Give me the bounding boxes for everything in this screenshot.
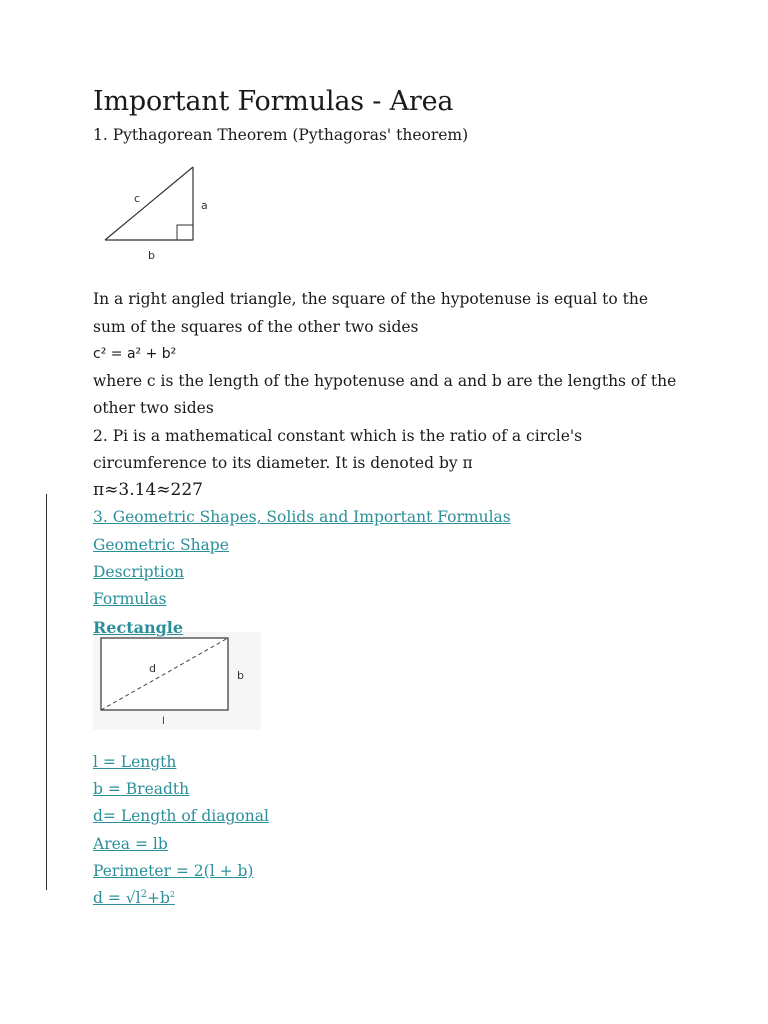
pi-line1: 2. Pi is a mathematical constant which is the ratio of a circle's (93, 426, 583, 445)
breadth-link[interactable]: b = Breadth (93, 780, 190, 799)
rectangle-link[interactable]: Rectangle (93, 617, 184, 637)
para1-line2: sum of the squares of the other two sides (93, 317, 419, 336)
pythagorean-formula: c² = a² + b² (93, 345, 177, 362)
perimeter-link[interactable]: Perimeter = 2(l + b) (93, 862, 254, 881)
label-a: a (201, 199, 208, 212)
geometric-shape-link[interactable]: Geometric Shape (93, 535, 229, 554)
diagonal-link[interactable]: d= Length of diagonal (93, 807, 269, 826)
pi-approximation: π≈3.14≈227 (93, 480, 203, 501)
area-link[interactable]: Area = lb (93, 834, 168, 853)
label-d: d (149, 662, 156, 675)
section1-heading: 1. Pythagorean Theorem (Pythagoras' theorem) (93, 126, 469, 144)
margin-rule (46, 494, 47, 890)
diagonal-formula-link[interactable] (93, 885, 693, 912)
label-c: c (134, 192, 141, 205)
figure-spacer (93, 149, 693, 286)
para1-line1: In a right angled triangle, the square of the hypotenuse is equal to the (93, 290, 649, 309)
label-b-rect: b (237, 669, 244, 682)
pi-line2: circumference to its diameter. It is denoted by π (93, 454, 473, 473)
page-title: Important Formulas - Area (93, 86, 454, 117)
rectangle-figure-spacer (93, 641, 693, 749)
para2-line2: other two sides (93, 399, 214, 418)
diagonal-formula-sup2: 2 (169, 890, 175, 900)
label-l: l (162, 716, 165, 727)
length-link[interactable]: l = Length (93, 752, 177, 771)
document-body (93, 82, 693, 913)
para2-line1: where c is the length of the hypotenuse and a and b are the lengths of the (93, 372, 677, 391)
diagonal-formula-prefix: d = √l (93, 889, 141, 908)
diagonal-formula-sup1: 2 (140, 889, 147, 901)
geometric-shapes-link[interactable]: 3. Geometric Shapes, Solids and Important Formulas (93, 508, 511, 527)
label-b: b (148, 249, 155, 262)
description-link[interactable]: Description (93, 562, 185, 581)
diagonal-formula-mid: +b (146, 889, 170, 908)
formulas-link[interactable]: Formulas (93, 590, 167, 609)
